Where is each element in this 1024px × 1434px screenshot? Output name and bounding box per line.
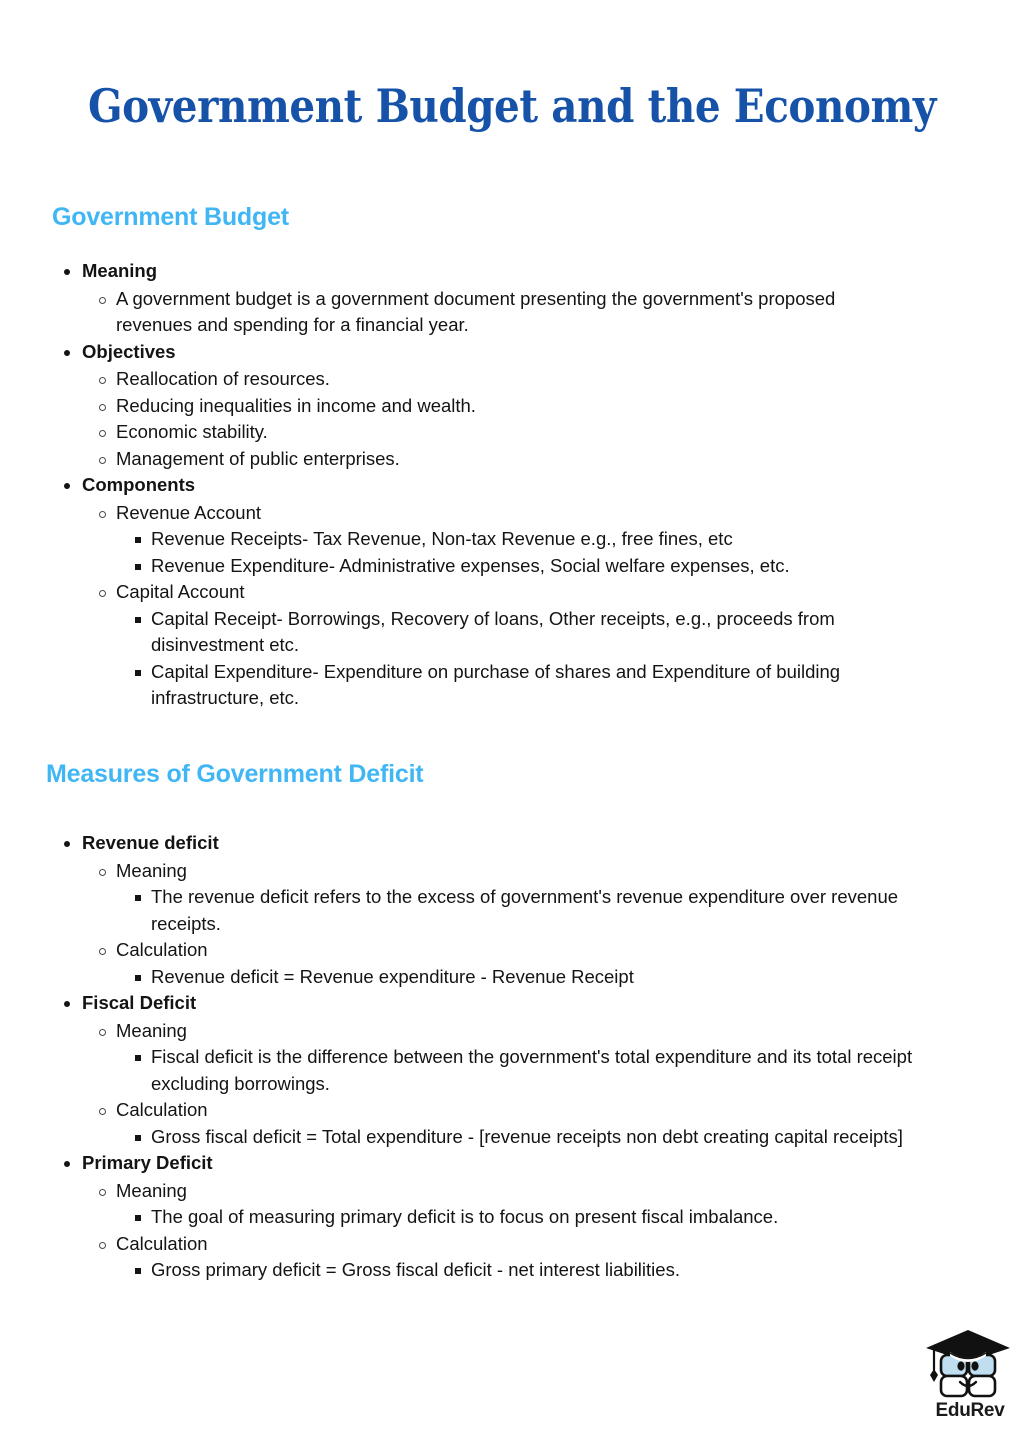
- outline-item: [0, 472, 1024, 712]
- outline-item-label: Meaning: [82, 260, 158, 281]
- outline-item: [0, 830, 1024, 990]
- outline-item: [0, 990, 1024, 1150]
- outline-item-label: Capital Account: [116, 581, 245, 602]
- outline-item: [0, 1178, 1024, 1231]
- outline-item: [0, 579, 1024, 712]
- bullet-gross-primary-deficit-gross-fiscal-defic: [0, 1257, 1024, 1284]
- outline-item-label: Fiscal Deficit: [82, 992, 197, 1013]
- bullet-fiscal-deficit-is-the-difference-between: [0, 1044, 1024, 1097]
- edurev-wordmark: EduRev: [935, 1400, 1005, 1421]
- outline-item-label: Revenue Receipts- Tax Revenue, Non-tax Revenue e.g., free fines, etc: [151, 528, 733, 549]
- bullet-meaning: [0, 858, 1024, 885]
- outline-item-label: The goal of measuring primary deficit is to focus on present fiscal imbalance.: [151, 1206, 779, 1227]
- outline-item: [0, 339, 1024, 473]
- bullet-revenue-deficit-revenue-expenditure-reve: [0, 964, 1024, 991]
- bullet-meaning: [0, 1178, 1024, 1205]
- outline-level-2: [0, 366, 1024, 472]
- outline-level-3: [0, 1124, 1024, 1151]
- bullet-revenue-receipts-tax-revenue-non-tax-rev: [0, 526, 1024, 553]
- outline-item-label: Reallocation of resources.: [116, 368, 330, 389]
- outline-level-3: [0, 1044, 1024, 1097]
- bullet-reducing-inequalities-in-income-and-weal: [0, 393, 1024, 420]
- outline-item: [0, 1231, 1024, 1284]
- outline-level-3: [0, 884, 1024, 937]
- outline-item-label: A government budget is a government document presenting the government's proposed revenues and spending for a financial year.: [116, 287, 836, 335]
- bullet-revenue-deficit: [0, 830, 1024, 857]
- outline-item-label: Meaning: [116, 1019, 187, 1041]
- bullet-capital-account: [0, 579, 1024, 606]
- bullet-calculation: [0, 1097, 1024, 1124]
- outline-item-label: Primary Deficit: [82, 1152, 213, 1173]
- outline-item-label: Calculation: [116, 1232, 208, 1254]
- outline-level-1: [0, 258, 1024, 712]
- outline-item-label: The revenue deficit refers to the excess of government's revenue expenditure over revenue receipts.: [151, 886, 899, 934]
- bullet-reallocation-of-resources: [0, 366, 1024, 393]
- outline-item-label: Revenue deficit = Revenue expenditure - Revenue Receipt: [151, 965, 634, 987]
- outline-item: [0, 393, 1024, 420]
- outline-level-3: [0, 1204, 1024, 1231]
- outline-item: [0, 659, 1024, 712]
- outline-item-label: Capital Receipt- Borrowings, Recovery of loans, Other receipts, e.g., proceeds from disinvestment etc.: [151, 607, 835, 655]
- outline-item: [0, 964, 1024, 991]
- edurev-mascot-icon: [922, 1322, 1018, 1402]
- outline-level-1: [0, 830, 1024, 1284]
- section-heading-government-budget: Government Budget: [52, 203, 289, 231]
- outline-item: [0, 500, 1024, 580]
- outline-item-label: Fiscal deficit is the difference between the government's total expenditure and its total receipt excluding borrowings.: [151, 1046, 913, 1094]
- outline-level-2: [0, 286, 1024, 339]
- outline-level-2: [0, 1178, 1024, 1284]
- bullet-gross-fiscal-deficit-total-expenditure-r: [0, 1124, 1024, 1151]
- outline-item-label: Management of public enterprises.: [116, 447, 400, 469]
- bullet-the-revenue-deficit-refers-to-the-excess: [0, 884, 1024, 937]
- outline-item-label: Economic stability.: [116, 421, 268, 442]
- bullet-calculation: [0, 937, 1024, 964]
- outline-item-label: Reducing inequalities in income and wealth.: [116, 394, 476, 416]
- outline-item: [0, 526, 1024, 553]
- outline-item: [0, 553, 1024, 580]
- outline-item-label: Capital Expenditure- Expenditure on purchase of shares and Expenditure of building infrastructure, etc.: [151, 660, 841, 708]
- outline-item-label: Calculation: [116, 939, 208, 960]
- bullet-capital-receipt-borrowings-recovery-of-l: [0, 606, 1024, 659]
- bullet-primary-deficit: [0, 1150, 1024, 1177]
- outline-item: [0, 1150, 1024, 1284]
- outline-item: [0, 858, 1024, 938]
- outline-level-2: [0, 500, 1024, 712]
- outline-item-label: Objectives: [82, 340, 176, 362]
- outline-item: [0, 1204, 1024, 1231]
- outline-item: [0, 366, 1024, 393]
- outline-item-label: Meaning: [116, 859, 187, 881]
- outline-item: [0, 1018, 1024, 1098]
- bullet-fiscal-deficit: [0, 990, 1024, 1017]
- outline-level-2: [0, 858, 1024, 991]
- outline-item: [0, 419, 1024, 446]
- outline-item-label: Revenue Account: [116, 501, 262, 523]
- bullet-a-government-budget-is-a-government-docu: [0, 286, 1024, 339]
- bullet-meaning: [0, 258, 1024, 285]
- outline-item: [0, 884, 1024, 937]
- outline-level-3: [0, 964, 1024, 991]
- outline-item: [0, 258, 1024, 339]
- edurev-logo: [922, 1322, 1018, 1426]
- outline-item-label: Meaning: [116, 1179, 187, 1201]
- outline-item: [0, 1257, 1024, 1284]
- section-heading-measures-of-government-deficit: Measures of Government Deficit: [46, 760, 424, 788]
- outline-item: [0, 1044, 1024, 1097]
- outline-item-label: Gross fiscal deficit = Total expenditure - [revenue receipts non debt creating capital receipts]: [151, 1125, 903, 1147]
- outline-government-budget: [0, 258, 1024, 712]
- bullet-economic-stability: [0, 419, 1024, 446]
- outline-item: [0, 937, 1024, 990]
- outline-level-3: [0, 526, 1024, 579]
- bullet-meaning: [0, 1018, 1024, 1045]
- bullet-revenue-expenditure-administrative-expen: [0, 553, 1024, 580]
- outline-item: [0, 446, 1024, 473]
- outline-item: [0, 1097, 1024, 1150]
- bullet-objectives: [0, 339, 1024, 366]
- bullet-calculation: [0, 1231, 1024, 1258]
- bullet-components: [0, 472, 1024, 499]
- outline-level-3: [0, 606, 1024, 712]
- outline-item-label: Revenue deficit: [82, 832, 219, 853]
- bullet-the-goal-of-measuring-primary-deficit-is: [0, 1204, 1024, 1231]
- outline-measures-of-government-deficit: [0, 830, 1024, 1284]
- outline-level-3: [0, 1257, 1024, 1284]
- outline-level-2: [0, 1018, 1024, 1151]
- bullet-management-of-public-enterprises: [0, 446, 1024, 473]
- outline-item: [0, 286, 1024, 339]
- page-title: Government Budget and the Economy: [87, 78, 937, 133]
- bullet-capital-expenditure-expenditure-on-purch: [0, 659, 1024, 712]
- outline-item: [0, 606, 1024, 659]
- outline-item-label: Calculation: [116, 1099, 208, 1120]
- outline-item-label: Components: [82, 474, 196, 495]
- outline-item-label: Gross primary deficit = Gross fiscal deficit - net interest liabilities.: [151, 1259, 680, 1280]
- outline-item: [0, 1124, 1024, 1151]
- outline-item-label: Revenue Expenditure- Administrative expenses, Social welfare expenses, etc.: [151, 554, 790, 576]
- bullet-revenue-account: [0, 500, 1024, 527]
